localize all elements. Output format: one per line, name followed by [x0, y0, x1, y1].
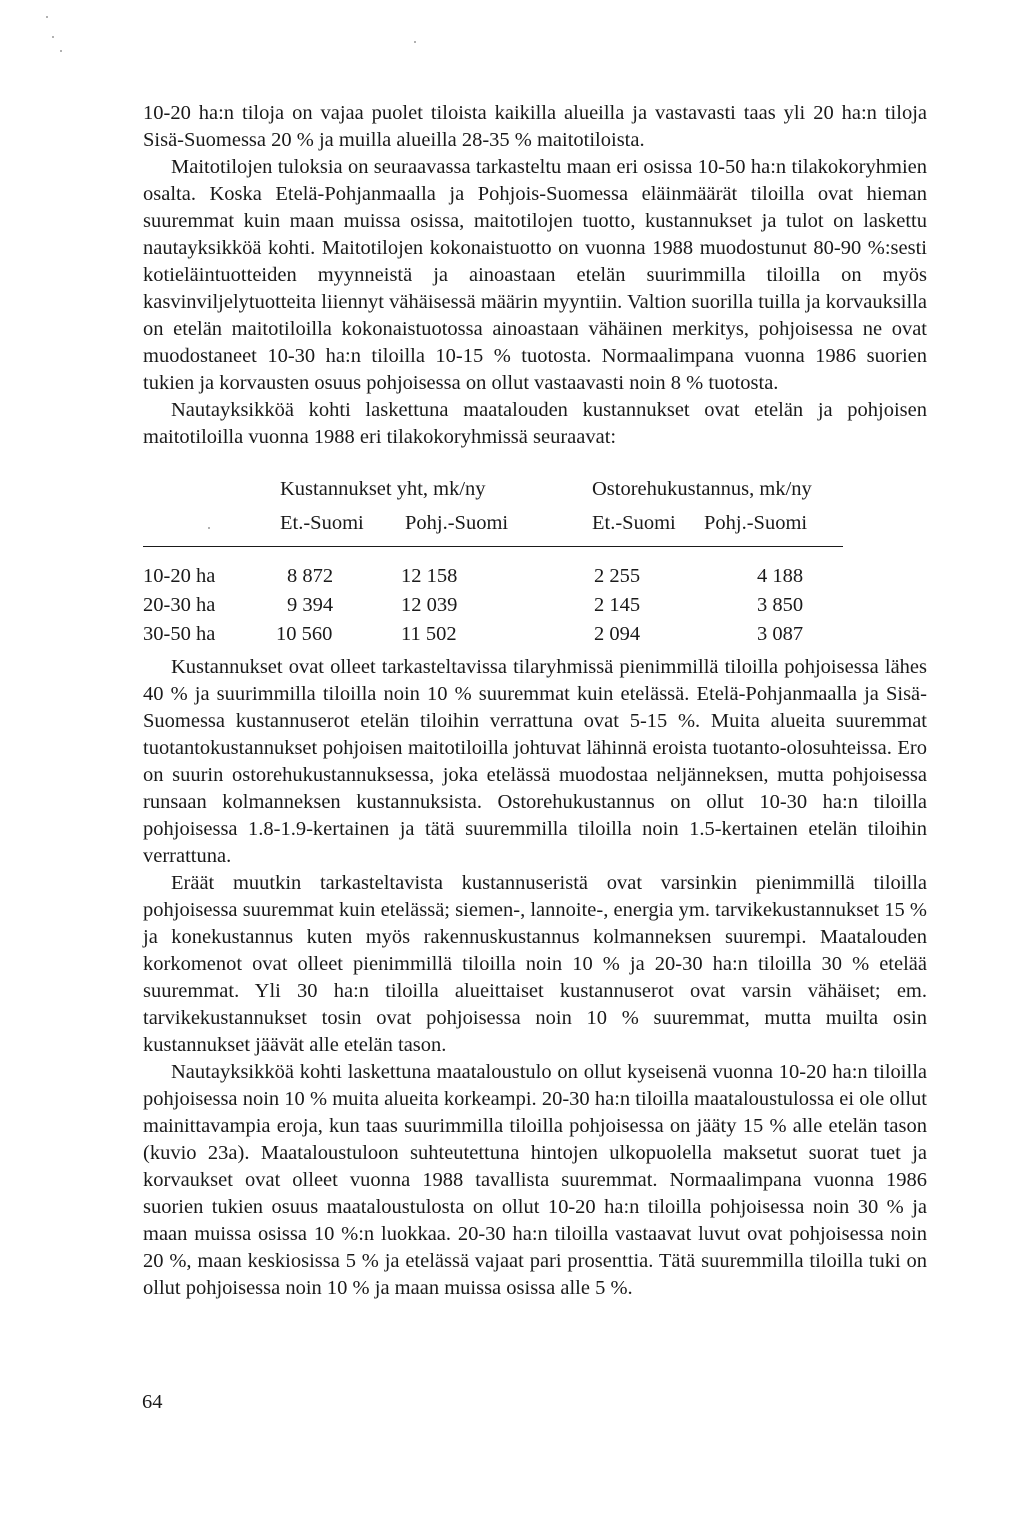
paragraph: Nautayksikköä kohti laskettuna maataloustulo on ollut kyseisenä vuonna 10-20 ha:n tiloilla pohjoisessa noin 10 % muita alueita korkeampi. 20-30 ha:n tiloilla maataloustulossa ei ole ollut mainittavampia eroja, kun taas suurimmilla tiloilla pohjoisessa on jääty 15 % alle etelän tason (kuvio 23a). Maataloustuloon suhteutettuna hintojen ulkopuolella maksetut suorat tuet ja korvaukset ovat olleet vuonna 1988 tavallista suuremmat. Normaalimpana vuonna 1986 suorien tukien osuus maataloustulosta on ollut 10-20 ha:n tiloilla pohjoisessa noin 30 % ja maan muissa osissa 10 %:n luokkaa. 20-30 ha:n tiloilla vastaavat luvut ovat pohjoisessa noin 20 %, maan keskiosissa 5 % ja etelässä vajaat pari prosenttia. Tätä suuremmilla tiloilla tuki on ollut pohjoisessa noin 10 % ja maan muissa osissa alle 5 %. [143, 1061, 927, 1299]
table-cell: 2 255 [594, 565, 641, 587]
table-cell: 12 158 [401, 565, 458, 587]
table-cell: 2 094 [594, 623, 641, 645]
scan-speck [46, 16, 48, 18]
paragraph: Nautayksikköä kohti laskettuna maatalouden kustannukset ovat etelän ja pohjoisen maitotiloilla vuonna 1988 eri tilakokoryhmissä seuraavat: [143, 399, 927, 448]
page-number: 64 [142, 1391, 163, 1413]
subheader-north: Pohj.-Suomi [704, 512, 808, 534]
row-label: 30-50 ha [143, 623, 216, 645]
scan-speck [60, 50, 62, 52]
subheader-south: Et.-Suomi [592, 512, 676, 534]
table-rule [143, 546, 843, 547]
subheader-north: Pohj.-Suomi [405, 512, 509, 534]
scan-speck [414, 41, 416, 43]
table-cell: 3 850 [757, 594, 804, 616]
paragraph: Eräät muutkin tarkasteltavista kustannuseristä ovat varsinkin pienimmillä tiloilla pohjoisessa suuremmat kuin etelässä; siemen-, lannoite-, energia ym. tarvikekustannukset 15 % ja konekustannus kuten myös rakennuskustannus kolmanneksen suurempi. Maatalouden korkomenot ovat olleet pienimmillä tiloilla noin 10 % ja 20-30 ha:n tiloilla 30 % etelää suuremmat. Yli 30 ha:n tiloilla alueittaiset kustannuserot ovat varsin vähäiset; em. tarvikekustannukset tosin ovat pohjoisessa noin 10 % suuremmat, mutta muilta osin kustannukset jäävät alle etelän tason. [143, 872, 927, 1056]
group-header-total-costs: Kustannukset yht, mk/ny [280, 478, 486, 500]
table-cell: 3 087 [757, 623, 804, 645]
table-cell: 9 394 [287, 594, 334, 616]
table-cell: 4 188 [757, 565, 804, 587]
subheader-south: Et.-Suomi [280, 512, 364, 534]
row-label: 10-20 ha [143, 565, 216, 587]
table-cell: 11 502 [401, 623, 457, 645]
table-cell: 12 039 [401, 594, 458, 616]
table-cell: 2 145 [594, 594, 641, 616]
paragraph: Kustannukset ovat olleet tarkasteltavissa tilaryhmissä pienimmillä tiloilla pohjoisessa lähes 40 % ja suurimmilla tiloilla noin 10 % suuremmat kuin etelässä. Etelä-Pohjanmaalla ja Sisä-Suomessa kustannuserot etelän tiloihin verrattuna ovat 5-15 %. Muita alueita suuremmat tuotantokustannukset pohjoisen maitotiloilla johtuvat lähinnä eroista tuotanto-olosuhteissa. Ero on suurin ostorehukustannuksessa, joka etelässä muodostaa neljänneksen, mutta pohjoisessa runsaan kolmanneksen kustannuksista. Ostorehukustannus on ollut 10-30 ha:n tiloilla pohjoisessa 1.8-1.9-kertainen ja tätä suuremmilla tiloilla noin 1.5-kertainen etelän tiloihin verrattuna. [143, 656, 927, 867]
table-cell: 10 560 [276, 623, 333, 645]
paragraph: 10-20 ha:n tiloja on vajaa puolet tiloista kaikilla alueilla ja vastavasti taas yli 20 ha:n tiloja Sisä-Suomessa 20 % ja muilla alueilla 28-35 % maitotiloista. [143, 102, 927, 151]
document-page [143, 100, 927, 1302]
row-label: 20-30 ha [143, 594, 216, 616]
table-cell: 8 872 [287, 565, 334, 587]
scan-speck [52, 36, 54, 38]
cost-table [143, 476, 927, 654]
paragraph: Maitotilojen tuloksia on seuraavassa tarkasteltu maan eri osissa 10-50 ha:n tilakokoryhmien osalta. Koska Etelä-Pohjanmaalla ja Pohjois-Suomessa eläinmäärät tiloilla ovat hieman suuremmat kuin maan muissa osissa, maitotilojen tuotto, kustannukset ja tulot on laskettu nautayksikköä kohti. Maitotilojen kokonaistuotto on vuonna 1988 muodostunut 80-90 %:sesti kotieläintuotteiden myynneistä ja ainoastaan etelän suurimmilla tiloilla on myös kasvinviljelytuotteita liiennyt vähäisessä määrin myyntiin. Valtion suorilla tuilla ja korvauksilla on etelän maitotiloilla kokonaistuotossa ainoastaan vähäinen merkitys, pohjoisessa ne ovat muodostaneet 10-30 ha:n tiloilla 10-15 % tuotosta. Normaalimpana vuonna 1986 suorien tukien ja korvausten osuus pohjoisessa on ollut vastaavasti noin 8 % tuotosta. [143, 156, 927, 394]
group-header-feed-costs: Ostorehukustannus, mk/ny [592, 478, 812, 500]
